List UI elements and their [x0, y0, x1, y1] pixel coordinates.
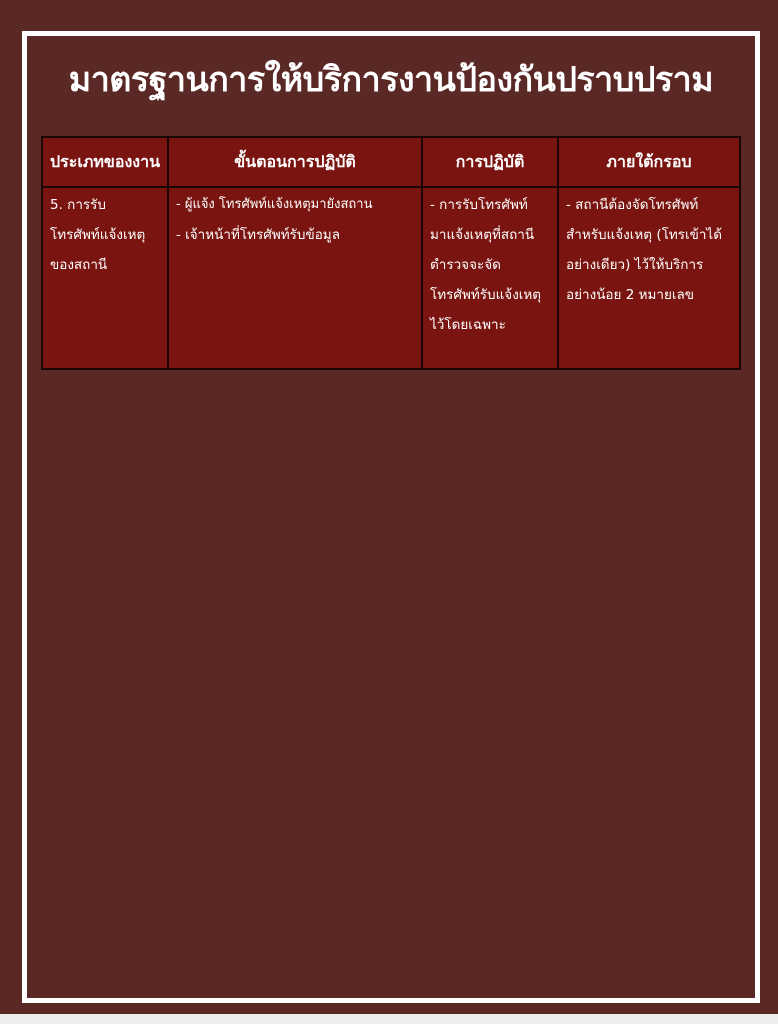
header-job-type: ประเภทของงาน: [42, 137, 168, 187]
cell-framework: [558, 187, 740, 369]
header-framework: ภายใต้กรอบ: [558, 137, 740, 187]
table-header-row: [42, 137, 740, 187]
bottom-strip: [0, 1014, 778, 1024]
page-title: มาตรฐานการให้บริการงานป้องกันปราบปราม: [68, 60, 714, 100]
cell-line: - สถานีต้องจัดโทรศัพท์: [566, 197, 699, 213]
table-row: [42, 187, 740, 369]
cell-line: สำหรับแจ้งเหตุ (โทรเข้าได้: [566, 227, 722, 243]
cell-line: ของสถานี: [50, 257, 108, 273]
cell-line: อย่างเดียว) ไว้ให้บริการ: [566, 257, 704, 273]
cell-procedure: [168, 187, 422, 369]
cell-line: ไว้โดยเฉพาะ: [430, 317, 506, 333]
cell-line: อย่างน้อย 2 หมายเลข: [566, 287, 695, 303]
content-frame: [22, 31, 760, 1003]
cell-practice: [422, 187, 558, 369]
cell-line: - ผู้แจ้ง โทรศัพท์แจ้งเหตุมายังสถาน: [176, 197, 373, 212]
cell-job-type: [42, 187, 168, 369]
cell-line: โทรศัพท์รับแจ้งเหตุ: [430, 287, 542, 303]
cell-line: - การรับโทรศัพท์: [430, 197, 528, 213]
cell-line: ตำรวจจะจัด: [430, 257, 501, 273]
header-practice: การปฏิบัติ: [422, 137, 558, 187]
cell-line: โทรศัพท์แจ้งเหตุ: [50, 227, 146, 243]
cell-line: 5. การรับ: [50, 197, 106, 213]
cell-line: - เจ้าหน้าที่โทรศัพท์รับข้อมูล: [176, 227, 340, 243]
service-standard-table: [41, 136, 741, 370]
header-procedure: ขั้นตอนการปฏิบัติ: [168, 137, 422, 187]
cell-line: มาแจ้งเหตุที่สถานี: [430, 227, 535, 243]
